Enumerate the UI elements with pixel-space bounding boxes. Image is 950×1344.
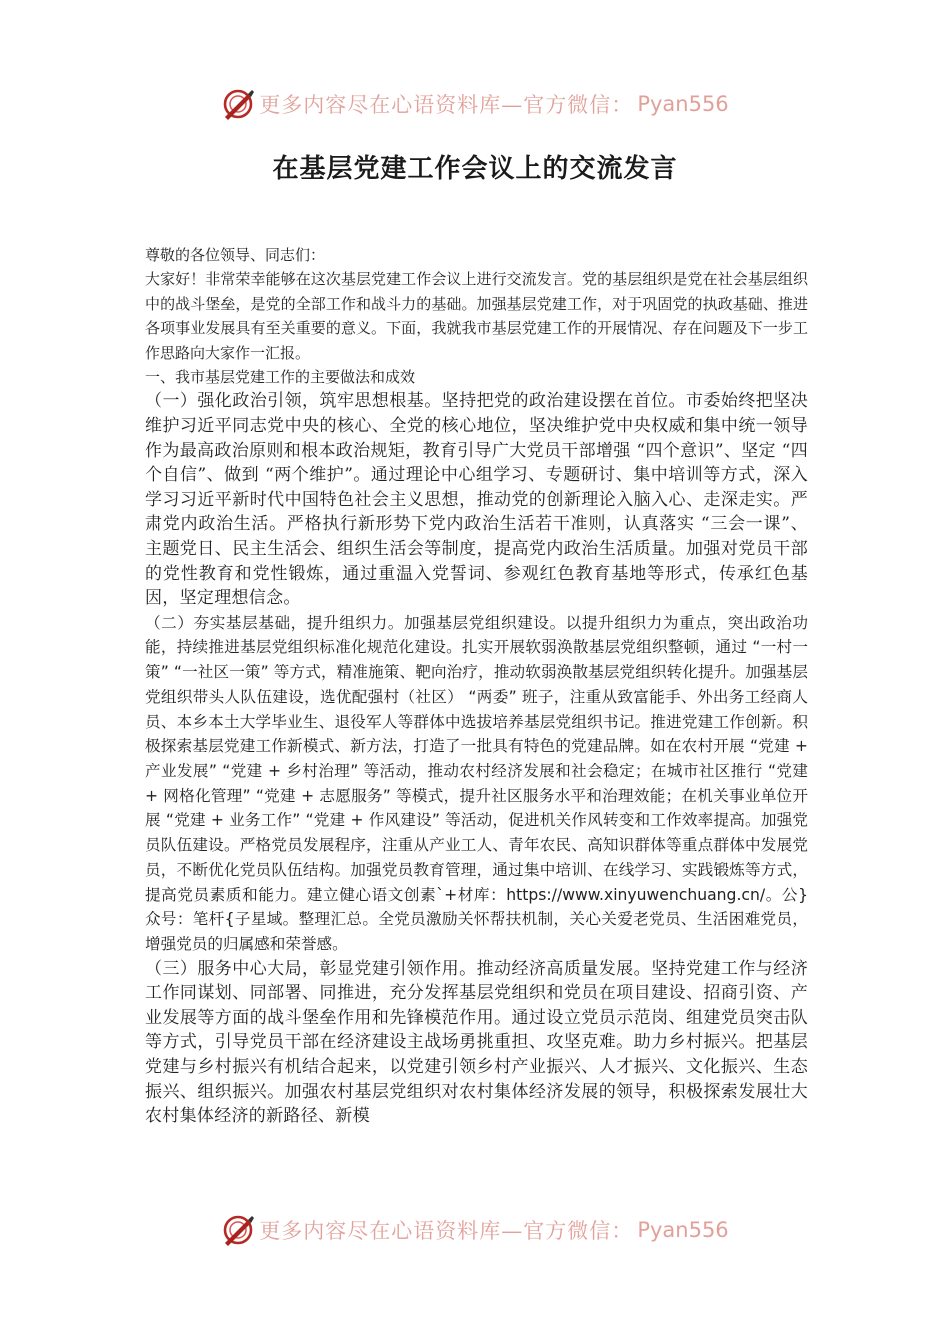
watermark-text: 更多内容尽在心语资料库—官方微信： xyxy=(259,93,634,117)
watermark-text: 更多内容尽在心语资料库—官方微信： xyxy=(259,1219,634,1243)
subsection-1-paragraph: （一）强化政治引领，筑牢思想根基。坚持把党的政治建设摆在首位。市委始终把坚决维护习近平同志党中央的核心、全党的核心地位，坚决维护党中央权威和集中统一领导作为最高政治原则和根本政治规矩，教育引导广大党员干部增强 “四个意识”、坚定 “四个自信”、做到 “两个维护”。通过理论中心组学习、专题研讨、集中培训等方式，深入学习习近平新时代中国特色社会主义思想，推动党的创新理论入脑入心、走深走实。严肃党内政治生活。严格执行新形势下党内政治生活若干准则，认真落实 “三会一课”、主题党日、民主生活会、组织生活会等制度，提高党内政治生活质量。加强对党员干部的党性教育和党性锻炼，通过重温入党誓词、参观红色教育基地等形式，传承红色基因，坚定理想信念。 xyxy=(145,391,808,609)
watermark-wechat-id: Pyan556 xyxy=(637,92,729,116)
pen-logo-icon xyxy=(221,1213,255,1247)
watermark-wechat-id: Pyan556 xyxy=(637,1218,729,1242)
intro-paragraph: 大家好！非常荣幸能够在这次基层党建工作会议上进行交流发言。党的基层组织是党在社会基层组织中的战斗堡垒，是党的全部工作和战斗力的基础。加强基层党建工作，对于巩固党的执政基础、推进各项事业发展具有至关重要的意义。下面，我就我市基层党建工作的开展情况、存在问题及下一步工作思路向大家作一汇报。 xyxy=(145,270,808,362)
subsection-3-paragraph: （三）服务中心大局，彰显党建引领作用。推动经济高质量发展。坚持党建工作与经济工作同谋划、同部署、同推进，充分发挥基层党组织和党员在项目建设、招商引资、产业发展等方面的战斗堡垒作用和先锋模范作用。通过设立党员示范岗、组建党员突击队等方式，引导党员干部在经济建设主战场勇挑重担、攻坚克难。助力乡村振兴。把基层党建与乡村振兴有机结合起来，以党建引领乡村产业振兴、人才振兴、文化振兴、生态振兴、组织振兴。加强农村基层党组织对农村集体经济发展的领导，积极探索发展壮大农村集体经济的新路径、新模 xyxy=(145,958,808,1127)
subsection-2-paragraph: （二）夯实基层基础，提升组织力。加强基层党组织建设。以提升组织力为重点，突出政治功能，持续推进基层党组织标准化规范化建设。扎实开展软弱涣散基层党组织整顿，通过 “一村一策” “一社区一策” 等方式，精准施策、靶向治疗，推动软弱涣散基层党组织转化提升。加强基层党组织带头人队伍建设，选优配强村（社区） “两委” 班子，注重从致富能手、外出务工经商人员、本乡本土大学毕业生、退役军人等群体中选拔培养基层党组织书记。推进党建工作创新。积极探索基层党建工作新模式、新方法，打造了一批具有特色的党建品牌。如在农村开展 “党建 + 产业发展” “党建 + 乡村治理” 等活动，推动农村经济发展和社会稳定；在城市社区推行 “党建 + 网格化管理” “党建 + 志愿服务” 等模式，提升社区服务水平和治理效能；在机关事业单位开展 “党建 + 业务工作” “党建 + 作风建设” 等活动，促进机关作风转变和工作效率提高。加强党员队伍建设。严格党员发展程序，注重从产业工人、青年农民、高知识群体等重点群体中发展党员，不断优化党员队伍结构。加强党员教育管理，通过集中培训、在线学习、实践锻炼等方式，提高党员素质和能力。建立健心语文创素`+材库：https://www.xinyuwenchuang.cn/。公}众号：笔杆{子星域。整理汇总。全党员激励关怀帮扶机制，关心关爱老党员、生活困难党员，增强党员的归属感和荣誉感。 xyxy=(145,613,808,953)
document-body xyxy=(145,243,808,1129)
pen-logo-icon xyxy=(221,87,255,121)
watermark-banner-bottom xyxy=(0,1208,950,1252)
document-title: 在基层党建工作会议上的交流发言 xyxy=(272,154,678,184)
watermark-banner-top xyxy=(0,82,950,126)
section-heading-1: 一、我市基层党建工作的主要做法和成效 xyxy=(145,368,416,387)
salutation: 尊敬的各位领导、同志们： xyxy=(145,246,326,264)
